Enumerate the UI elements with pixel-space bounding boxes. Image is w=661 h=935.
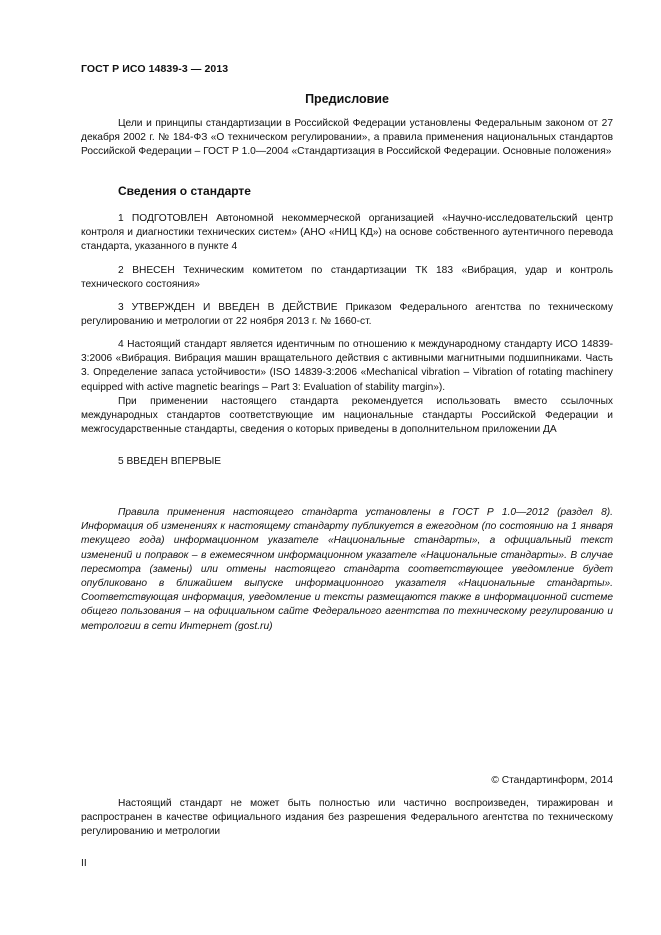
about-item-text: 4 Настоящий стандарт является идентичным по отношению к международному стандарту ИСО 14839-3:2006 «Вибрация. Вибрация машин вращательного действия с активными магнитными подшипниками. Часть 3. Определение запаса устойчивости» (ISO 14839-3:2006 «Mechanical vibration – Vibration of rotating machinery equipped with active magnetic bearings – Part 3: Evaluation of stability margin»). [81, 339, 613, 393]
foreword-text: Цели и принципы стандартизации в Российской Федерации установлены Федеральным законом от 27 декабря 2002 г. № 184-ФЗ «О техническом регулировании», а правила применения национальных стандартов Российской Федерации – ГОСТ Р 1.0—2004 «Стандартизация в Российской Федерации. Основные положения» [81, 118, 613, 158]
about-item-text: 5 ВВЕДЕН ВПЕРВЫЕ [118, 456, 222, 467]
about-item-1 [81, 212, 613, 255]
reproduction-text: Настоящий стандарт не может быть полностью или частично воспроизведен, тиражирован и распространен в качестве официального издания без разрешения Федерального агентства по техническому регулированию и метрологии [81, 798, 613, 838]
about-standard-title: Сведения о стандарте [118, 184, 251, 198]
copyright-line: © Стандартинформ, 2014 [491, 775, 613, 786]
about-item-2 [81, 264, 613, 292]
about-item-text: 3 УТВЕРЖДЕН И ВВЕДЕН В ДЕЙСТВИЕ Приказом Федерального агентства по техническому регулированию и метрологии от 22 ноября 2013 г. № 1660-ст. [81, 302, 613, 328]
about-item-text: 2 ВНЕСЕН Техническим комитетом по стандартизации ТК 183 «Вибрация, удар и контроль технического состояния» [81, 265, 613, 291]
publication-notice [81, 506, 613, 634]
page-number: II [81, 858, 87, 869]
about-item-5 [81, 455, 613, 469]
foreword-paragraph [81, 117, 613, 160]
document-header-code: ГОСТ Р ИСО 14839-3 — 2013 [81, 63, 229, 75]
about-item-4 [81, 338, 613, 437]
about-item-text: При применении настоящего стандарта рекомендуется использовать вместо ссылочных международных стандартов соответствующие им национальные стандарты Российской Федерации и межгосударственные стандарты, сведения о которых приведены в дополнительном приложении ДА [81, 395, 613, 436]
notice-text: Правила применения настоящего стандарта установлены в ГОСТ Р 1.0—2012 (раздел 8). Информация об изменениях к настоящему стандарту публикуется в ежегодном (по состоянию на 1 января текущего года) информационном указателе «Национальные стандарты», а официальный текст изменений и поправок – в ежемесячном информационном указателе «Национальные стандарты». В случае пересмотра (замены) или отмены настоящего стандарта соответствующее уведомление будет опубликовано в ближайшем выпуске информационного указателя «Национальные стандарты». Соответствующая информация, уведомление и тексты размещаются также в информационной системе общего пользования – на официальном сайте Федерального агентства по техническому регулированию и метрологии в сети Интернет (gost.ru) [81, 507, 613, 632]
about-item-3 [81, 301, 613, 329]
reproduction-notice [81, 797, 613, 840]
foreword-title: Предисловие [305, 92, 389, 106]
about-item-text: 1 ПОДГОТОВЛЕН Автономной некоммерческой организацией «Научно-исследовательский центр контроля и диагностики технических систем» (АНО «НИЦ КД») на основе собственного аутентичного перевода стандарта, указанного в пункте 4 [81, 213, 613, 253]
